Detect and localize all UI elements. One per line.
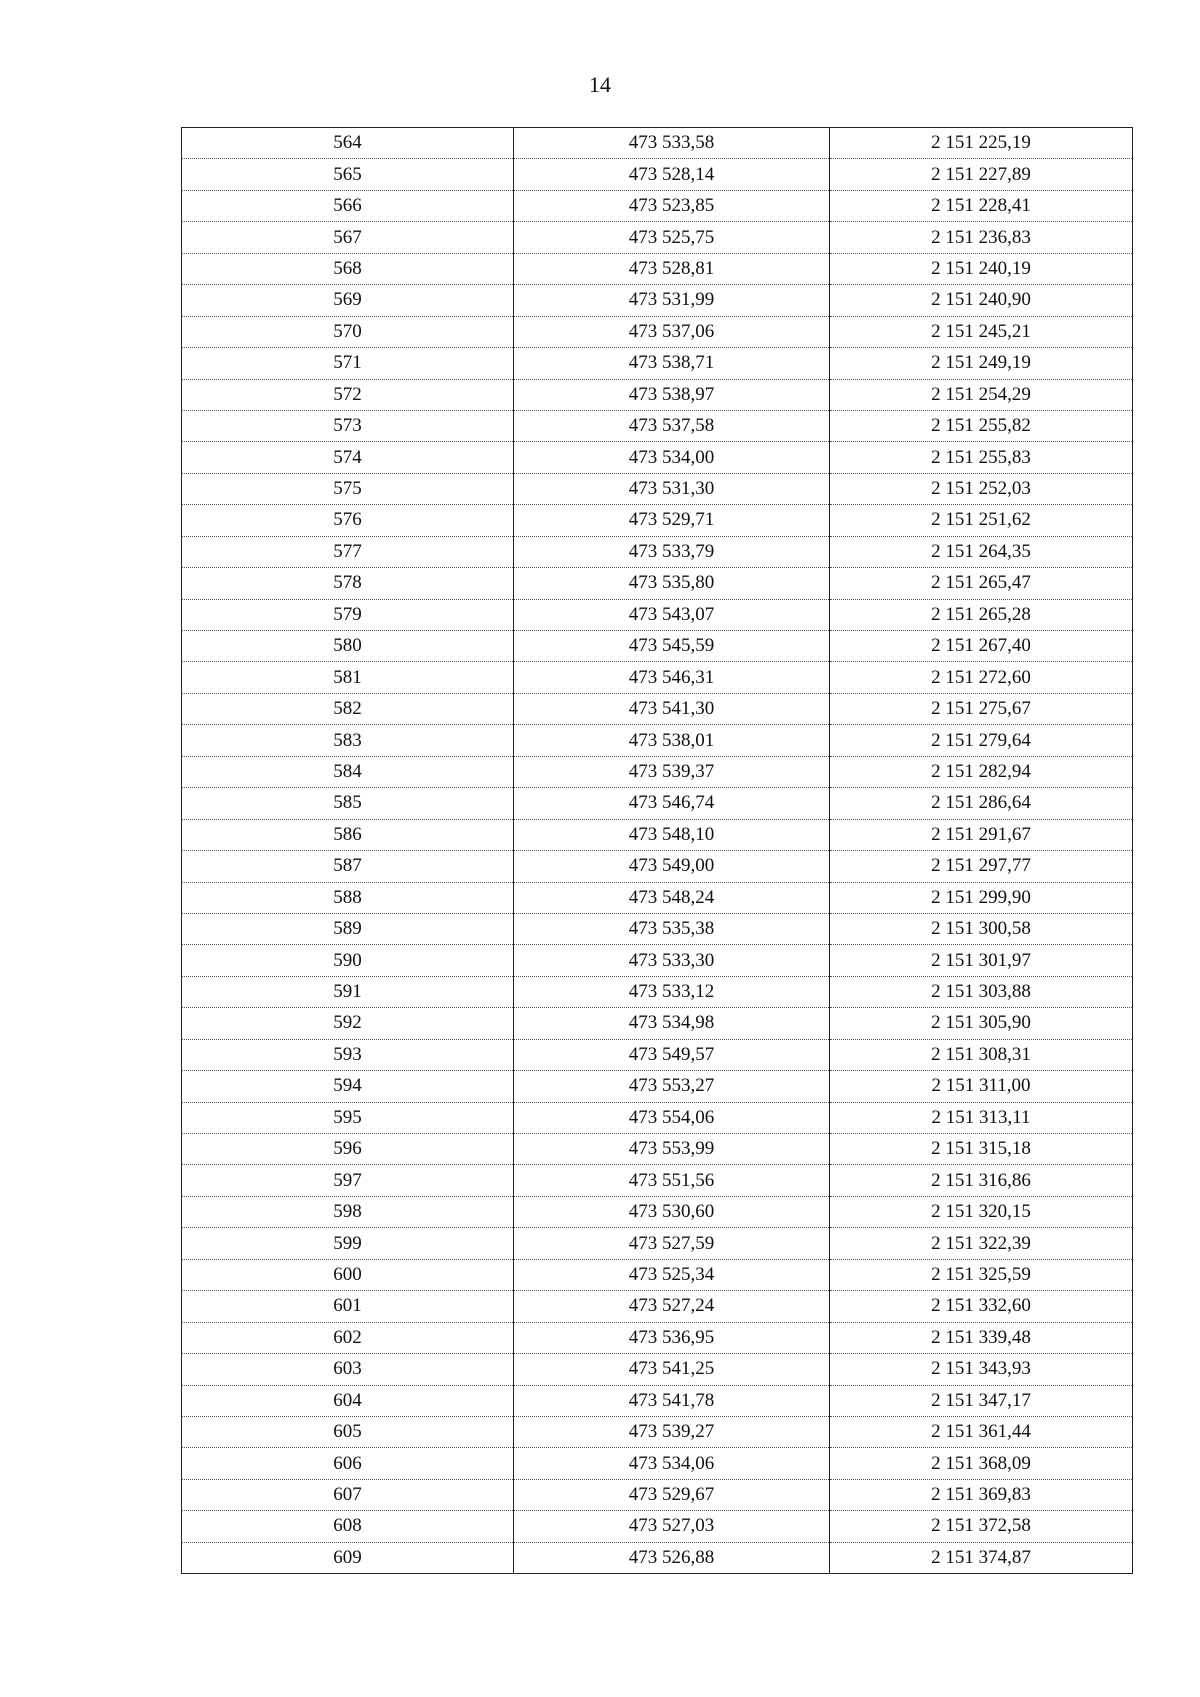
x-coordinate-cell: 473 553,27 xyxy=(514,1071,830,1102)
table-row xyxy=(182,348,1133,379)
table-row xyxy=(182,536,1133,567)
point-number-cell: 601 xyxy=(182,1291,514,1322)
table-row xyxy=(182,693,1133,724)
x-coordinate-cell: 473 525,34 xyxy=(514,1259,830,1290)
y-coordinate-cell: 2 151 254,29 xyxy=(830,379,1133,410)
y-coordinate-cell: 2 151 325,59 xyxy=(830,1259,1133,1290)
point-number-cell: 590 xyxy=(182,945,514,976)
table-row xyxy=(182,1165,1133,1196)
point-number-cell: 604 xyxy=(182,1385,514,1416)
table-row xyxy=(182,788,1133,819)
point-number-cell: 565 xyxy=(182,159,514,190)
x-coordinate-cell: 473 553,99 xyxy=(514,1134,830,1165)
y-coordinate-cell: 2 151 245,21 xyxy=(830,316,1133,347)
table-row xyxy=(182,410,1133,441)
y-coordinate-cell: 2 151 282,94 xyxy=(830,756,1133,787)
table-row xyxy=(182,568,1133,599)
point-number-cell: 582 xyxy=(182,693,514,724)
point-number-cell: 573 xyxy=(182,410,514,441)
point-number-cell: 594 xyxy=(182,1071,514,1102)
x-coordinate-cell: 473 527,03 xyxy=(514,1511,830,1542)
table-row xyxy=(182,379,1133,410)
y-coordinate-cell: 2 151 255,83 xyxy=(830,442,1133,473)
x-coordinate-cell: 473 534,06 xyxy=(514,1448,830,1479)
x-coordinate-cell: 473 533,79 xyxy=(514,536,830,567)
y-coordinate-cell: 2 151 301,97 xyxy=(830,945,1133,976)
y-coordinate-cell: 2 151 374,87 xyxy=(830,1542,1133,1573)
table-row xyxy=(182,285,1133,316)
y-coordinate-cell: 2 151 332,60 xyxy=(830,1291,1133,1322)
table-row xyxy=(182,725,1133,756)
table-row xyxy=(182,1196,1133,1227)
table-row xyxy=(182,159,1133,190)
table-row xyxy=(182,1416,1133,1447)
table-row xyxy=(182,505,1133,536)
point-number-cell: 588 xyxy=(182,882,514,913)
table-row xyxy=(182,316,1133,347)
point-number-cell: 564 xyxy=(182,128,514,159)
table-row xyxy=(182,819,1133,850)
x-coordinate-cell: 473 525,75 xyxy=(514,222,830,253)
table-row xyxy=(182,222,1133,253)
x-coordinate-cell: 473 538,71 xyxy=(514,348,830,379)
point-number-cell: 584 xyxy=(182,756,514,787)
x-coordinate-cell: 473 533,30 xyxy=(514,945,830,976)
table-row xyxy=(182,473,1133,504)
table-row xyxy=(182,976,1133,1007)
table-row xyxy=(182,1448,1133,1479)
x-coordinate-cell: 473 529,67 xyxy=(514,1479,830,1510)
y-coordinate-cell: 2 151 361,44 xyxy=(830,1416,1133,1447)
y-coordinate-cell: 2 151 225,19 xyxy=(830,128,1133,159)
x-coordinate-cell: 473 535,80 xyxy=(514,568,830,599)
x-coordinate-cell: 473 533,12 xyxy=(514,976,830,1007)
table-row xyxy=(182,1102,1133,1133)
table-row xyxy=(182,1008,1133,1039)
x-coordinate-cell: 473 549,00 xyxy=(514,851,830,882)
table-row xyxy=(182,882,1133,913)
x-coordinate-cell: 473 526,88 xyxy=(514,1542,830,1573)
point-number-cell: 602 xyxy=(182,1322,514,1353)
point-number-cell: 577 xyxy=(182,536,514,567)
table-row xyxy=(182,1039,1133,1070)
y-coordinate-cell: 2 151 313,11 xyxy=(830,1102,1133,1133)
y-coordinate-cell: 2 151 228,41 xyxy=(830,190,1133,221)
table-row xyxy=(182,631,1133,662)
point-number-cell: 607 xyxy=(182,1479,514,1510)
y-coordinate-cell: 2 151 320,15 xyxy=(830,1196,1133,1227)
point-number-cell: 583 xyxy=(182,725,514,756)
point-number-cell: 585 xyxy=(182,788,514,819)
x-coordinate-cell: 473 545,59 xyxy=(514,631,830,662)
x-coordinate-cell: 473 528,81 xyxy=(514,253,830,284)
point-number-cell: 599 xyxy=(182,1228,514,1259)
y-coordinate-cell: 2 151 308,31 xyxy=(830,1039,1133,1070)
x-coordinate-cell: 473 551,56 xyxy=(514,1165,830,1196)
x-coordinate-cell: 473 533,58 xyxy=(514,128,830,159)
point-number-cell: 567 xyxy=(182,222,514,253)
point-number-cell: 586 xyxy=(182,819,514,850)
point-number-cell: 595 xyxy=(182,1102,514,1133)
table-row xyxy=(182,945,1133,976)
table-row xyxy=(182,253,1133,284)
x-coordinate-cell: 473 536,95 xyxy=(514,1322,830,1353)
point-number-cell: 593 xyxy=(182,1039,514,1070)
table-row xyxy=(182,1511,1133,1542)
point-number-cell: 609 xyxy=(182,1542,514,1573)
point-number-cell: 568 xyxy=(182,253,514,284)
y-coordinate-cell: 2 151 265,28 xyxy=(830,599,1133,630)
x-coordinate-cell: 473 541,30 xyxy=(514,693,830,724)
y-coordinate-cell: 2 151 303,88 xyxy=(830,976,1133,1007)
point-number-cell: 570 xyxy=(182,316,514,347)
point-number-cell: 597 xyxy=(182,1165,514,1196)
x-coordinate-cell: 473 538,97 xyxy=(514,379,830,410)
y-coordinate-cell: 2 151 255,82 xyxy=(830,410,1133,441)
point-number-cell: 598 xyxy=(182,1196,514,1227)
table-row xyxy=(182,1134,1133,1165)
table-row xyxy=(182,128,1133,159)
point-number-cell: 605 xyxy=(182,1416,514,1447)
table-row xyxy=(182,1542,1133,1573)
y-coordinate-cell: 2 151 264,35 xyxy=(830,536,1133,567)
x-coordinate-cell: 473 539,37 xyxy=(514,756,830,787)
y-coordinate-cell: 2 151 240,19 xyxy=(830,253,1133,284)
table-row xyxy=(182,1479,1133,1510)
page-number: 14 xyxy=(589,72,611,97)
x-coordinate-cell: 473 554,06 xyxy=(514,1102,830,1133)
y-coordinate-cell: 2 151 227,89 xyxy=(830,159,1133,190)
point-number-cell: 574 xyxy=(182,442,514,473)
x-coordinate-cell: 473 534,98 xyxy=(514,1008,830,1039)
x-coordinate-cell: 473 541,25 xyxy=(514,1354,830,1385)
x-coordinate-cell: 473 534,00 xyxy=(514,442,830,473)
y-coordinate-cell: 2 151 291,67 xyxy=(830,819,1133,850)
y-coordinate-cell: 2 151 343,93 xyxy=(830,1354,1133,1385)
x-coordinate-cell: 473 528,14 xyxy=(514,159,830,190)
x-coordinate-cell: 473 537,58 xyxy=(514,410,830,441)
x-coordinate-cell: 473 530,60 xyxy=(514,1196,830,1227)
point-number-cell: 591 xyxy=(182,976,514,1007)
x-coordinate-cell: 473 527,59 xyxy=(514,1228,830,1259)
point-number-cell: 576 xyxy=(182,505,514,536)
x-coordinate-cell: 473 546,31 xyxy=(514,662,830,693)
y-coordinate-cell: 2 151 372,58 xyxy=(830,1511,1133,1542)
coordinates-table xyxy=(181,127,1133,1574)
y-coordinate-cell: 2 151 279,64 xyxy=(830,725,1133,756)
table-row xyxy=(182,851,1133,882)
y-coordinate-cell: 2 151 299,90 xyxy=(830,882,1133,913)
x-coordinate-cell: 473 537,06 xyxy=(514,316,830,347)
y-coordinate-cell: 2 151 240,90 xyxy=(830,285,1133,316)
point-number-cell: 603 xyxy=(182,1354,514,1385)
y-coordinate-cell: 2 151 369,83 xyxy=(830,1479,1133,1510)
y-coordinate-cell: 2 151 267,40 xyxy=(830,631,1133,662)
y-coordinate-cell: 2 151 251,62 xyxy=(830,505,1133,536)
table-row xyxy=(182,913,1133,944)
x-coordinate-cell: 473 543,07 xyxy=(514,599,830,630)
y-coordinate-cell: 2 151 249,19 xyxy=(830,348,1133,379)
table-row xyxy=(182,1228,1133,1259)
point-number-cell: 580 xyxy=(182,631,514,662)
x-coordinate-cell: 473 531,30 xyxy=(514,473,830,504)
table-row xyxy=(182,662,1133,693)
table-row xyxy=(182,1291,1133,1322)
y-coordinate-cell: 2 151 286,64 xyxy=(830,788,1133,819)
point-number-cell: 600 xyxy=(182,1259,514,1290)
point-number-cell: 571 xyxy=(182,348,514,379)
table-row xyxy=(182,756,1133,787)
y-coordinate-cell: 2 151 275,67 xyxy=(830,693,1133,724)
point-number-cell: 579 xyxy=(182,599,514,630)
x-coordinate-cell: 473 539,27 xyxy=(514,1416,830,1447)
table-row xyxy=(182,1259,1133,1290)
y-coordinate-cell: 2 151 265,47 xyxy=(830,568,1133,599)
x-coordinate-cell: 473 535,38 xyxy=(514,913,830,944)
point-number-cell: 592 xyxy=(182,1008,514,1039)
point-number-cell: 572 xyxy=(182,379,514,410)
y-coordinate-cell: 2 151 272,60 xyxy=(830,662,1133,693)
table-row xyxy=(182,1071,1133,1102)
y-coordinate-cell: 2 151 347,17 xyxy=(830,1385,1133,1416)
y-coordinate-cell: 2 151 300,58 xyxy=(830,913,1133,944)
x-coordinate-cell: 473 541,78 xyxy=(514,1385,830,1416)
y-coordinate-cell: 2 151 305,90 xyxy=(830,1008,1133,1039)
y-coordinate-cell: 2 151 236,83 xyxy=(830,222,1133,253)
point-number-cell: 608 xyxy=(182,1511,514,1542)
x-coordinate-cell: 473 529,71 xyxy=(514,505,830,536)
point-number-cell: 587 xyxy=(182,851,514,882)
point-number-cell: 606 xyxy=(182,1448,514,1479)
y-coordinate-cell: 2 151 315,18 xyxy=(830,1134,1133,1165)
y-coordinate-cell: 2 151 311,00 xyxy=(830,1071,1133,1102)
x-coordinate-cell: 473 538,01 xyxy=(514,725,830,756)
point-number-cell: 569 xyxy=(182,285,514,316)
y-coordinate-cell: 2 151 339,48 xyxy=(830,1322,1133,1353)
y-coordinate-cell: 2 151 297,77 xyxy=(830,851,1133,882)
point-number-cell: 589 xyxy=(182,913,514,944)
x-coordinate-cell: 473 523,85 xyxy=(514,190,830,221)
table-row xyxy=(182,1322,1133,1353)
point-number-cell: 596 xyxy=(182,1134,514,1165)
x-coordinate-cell: 473 548,24 xyxy=(514,882,830,913)
table-row xyxy=(182,599,1133,630)
point-number-cell: 581 xyxy=(182,662,514,693)
x-coordinate-cell: 473 527,24 xyxy=(514,1291,830,1322)
x-coordinate-cell: 473 546,74 xyxy=(514,788,830,819)
x-coordinate-cell: 473 548,10 xyxy=(514,819,830,850)
table-row xyxy=(182,442,1133,473)
coordinates-table-body xyxy=(182,128,1133,1574)
table-row xyxy=(182,190,1133,221)
y-coordinate-cell: 2 151 368,09 xyxy=(830,1448,1133,1479)
y-coordinate-cell: 2 151 252,03 xyxy=(830,473,1133,504)
point-number-cell: 575 xyxy=(182,473,514,504)
x-coordinate-cell: 473 549,57 xyxy=(514,1039,830,1070)
y-coordinate-cell: 2 151 322,39 xyxy=(830,1228,1133,1259)
table-row xyxy=(182,1354,1133,1385)
x-coordinate-cell: 473 531,99 xyxy=(514,285,830,316)
y-coordinate-cell: 2 151 316,86 xyxy=(830,1165,1133,1196)
table-row xyxy=(182,1385,1133,1416)
point-number-cell: 566 xyxy=(182,190,514,221)
point-number-cell: 578 xyxy=(182,568,514,599)
